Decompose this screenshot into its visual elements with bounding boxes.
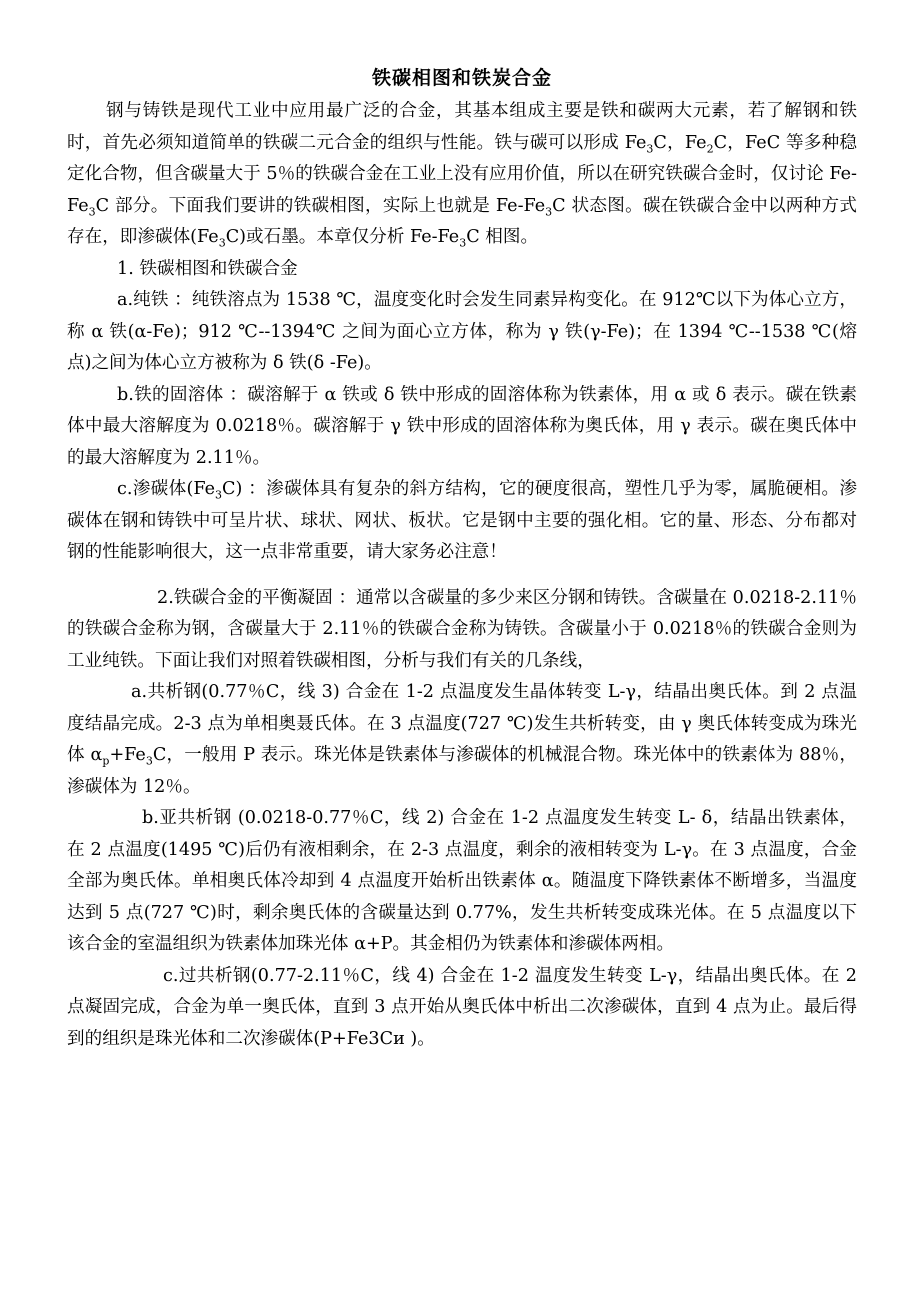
hypereutectoid-steel-paragraph: c.过共析钢(0.77-2.11％C，线 4) 合金在 1-2 温度发生转变 L-γ，结晶出奥氏体。在 2 点凝固完成，合金为单一奥氏体，直到 3 点开始从奥氏体中析出二次渗碳体，直到 4 点为止。最后得到的组织是珠光体和二次渗碳体(P+Fe3Cи )。 <box>67 965 857 1049</box>
intro-paragraph <box>67 96 857 254</box>
document-page <box>67 64 857 1055</box>
item-solid-solution: b.铁的固溶体 ：碳溶解于 α 铁或 δ 铁中形成的固溶体称为铁素体，用 α 或 δ 表示。碳在铁素体中最大溶解度为 0.0218％。碳溶解于 γ 铁中形成的固溶体称为奥氏体，用 γ 表示。碳在奥氏体中的最大溶解度为 2.11％。 <box>67 384 857 468</box>
eutectoid-text: +Fe <box>109 745 146 765</box>
subscript: 2 <box>706 142 714 156</box>
cementite-text: C) ：渗碳体具有复杂的斜方结构，它的硬度很高，塑性几乎为零，属脆硬相。渗碳体在钢和铸铁中可呈片状、球状、网状、板状。它是钢中主要的强化相。它的量、形态、分布都对钢的性能影响很大，这一点非常重要，请大家务必注意！ <box>67 479 858 562</box>
subscript: 3 <box>218 236 226 250</box>
section2-paragraph: 2.铁碳合金的平衡凝固 ：通常以含碳量的多少来区分钢和铸铁。含碳量在 0.0218-2.11％的铁碳合金称为钢，含碳量大于 2.11％的铁碳合金称为铸铁。含碳量小于 0.0218％的铁碳合金则为工业纯铁。下面让我们对照着铁碳相图，分析与我们有关的几条线， <box>67 587 857 671</box>
hypoeutectoid-steel-paragraph: b.亚共析钢 (0.0218-0.77％C，线 2) 合金在 1-2 点温度发生转变 L- δ，结晶出铁素体，在 2 点温度(1495 ℃)后仍有液相剩余，在 2-3 点温度，剩余的液相转变为 L-γ。在 3 点温度，合金全部为奥氏体。单相奥氏体冷却到 4 点温度开始析出铁素体 α。随温度下降铁素体不断增多，当温度达到 5 点(727 ℃)时，剩余奥氏体的含碳量达到 0.77%，发生共析转变成珠光体。在 5 点温度以下该合金的室温组织为铁素体加珠光体 α+P。其金相仍为铁素体和渗碳体两相。 <box>67 808 857 954</box>
eutectoid-text: a.共析钢(0.77％C，线 3) 合金在 1-2 点温度发生晶体转变 L-γ，结晶出奥氏体。到 2 点温度结晶完成。2-3 点为单相奥聂氏体。在 3 点温度(727 ℃)发生共析转变，由 γ 奥氏体转变成为珠光体 α <box>67 682 857 765</box>
intro-text: 钢与铸铁是现代工业中应用最广泛的合金，其基本组成主要是铁和碳两大元素，若了解钢和铁时，首先必须知道简单的铁碳二元合金的组织与性能。铁与碳可以形成 Fe <box>67 101 857 153</box>
intro-text: C)或石墨。本章仅分析 Fe-Fe <box>225 227 460 247</box>
intro-text: C，FeC 等多种稳定化合物，但含碳量大于 5％的铁碳合金在工业上没有应用价值，所以在研究铁碳合金时，仅讨论 Fe-Fe <box>67 132 857 216</box>
section1-heading: 1. 铁碳相图和铁碳合金 <box>117 258 298 279</box>
intro-text: C 相图。 <box>466 227 539 247</box>
intro-text: C 部分。下面我们要讲的铁碳相图，实际上也就是 Fe-Fe <box>95 195 546 216</box>
subscript: 3 <box>145 754 153 768</box>
subscript: 3 <box>215 488 223 502</box>
cementite-text: c.渗碳体(Fe <box>117 479 216 499</box>
item-cementite <box>67 474 857 569</box>
document-title: 铁碳相图和铁炭合金 <box>371 67 552 89</box>
subscript: 3 <box>646 142 654 156</box>
item-pure-iron: a.纯铁 ：纯铁溶点为 1538 ℃，温度变化时会发生同素异构变化。在 912℃以下为体心立方，称 α 铁(α-Fe)；912 ℃--1394℃ 之间为面心立方体，称为 γ 铁(γ-Fe)；在 1394 ℃--1538 ℃(熔点)之间为体心立方被称为 δ 铁(δ -Fe)。 <box>67 290 857 373</box>
paragraph-gap <box>67 569 857 583</box>
intro-text: C，Fe <box>653 132 707 153</box>
eutectoid-steel-paragraph <box>67 677 857 803</box>
subscript: 3 <box>545 205 553 219</box>
eutectoid-text: C，一般用 P 表示。珠光体是铁素体与渗碳体的机械混合物。珠光体中的铁素体为 88％，渗碳体为 12％。 <box>67 745 857 797</box>
subscript: 3 <box>88 205 96 219</box>
intro-text: C 状态图。碳在铁碳合金中以两种方式存在，即渗碳体(Fe <box>67 195 857 247</box>
subscript: p <box>102 754 110 768</box>
subscript: 3 <box>459 236 467 250</box>
